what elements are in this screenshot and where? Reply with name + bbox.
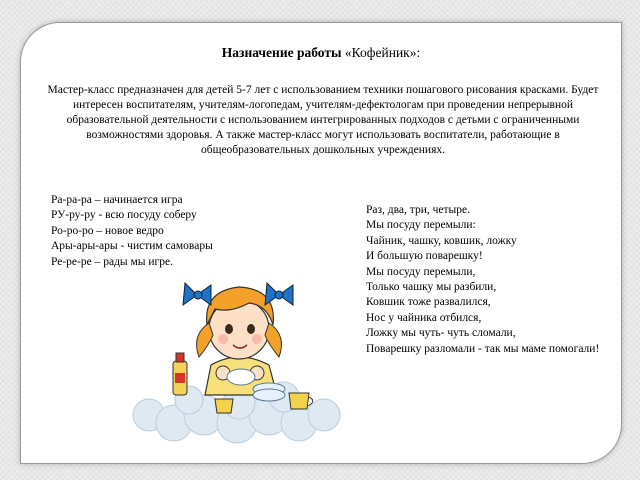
poem-right-line: Ложку мы чуть- чуть сломали, — [366, 327, 516, 340]
intro-paragraph: Мастер-класс предназначен для детей 5-7 лет с использованием техники пошагового рисования красками. Будет интересен воспитателям, учителям-логопедам, учителям-дефектологам при проведении непрерывной образовательной деятельности с использованием интегрированных подходов с детьми с ограниченными возможностями здоровья. А также мастер-класс могут использовать воспитатели, работающие в общеобразовательных дошкольных учреждениях. — [47, 84, 599, 156]
title-bold: Назначение работы — [221, 45, 342, 60]
title-rest: «Кофейник»: — [341, 45, 421, 60]
poem-left-line: РУ-ру-ру - всю посуду соберу — [51, 209, 197, 222]
poem-right-line: Чайник, чашку, ковшик, ложку — [366, 234, 517, 247]
poem-right — [366, 203, 606, 357]
page-title — [21, 45, 621, 61]
girl-washing-dishes-illustration — [119, 265, 365, 445]
content-card — [20, 22, 622, 464]
poem-right-line: Только чашку мы разбили, — [366, 281, 497, 294]
poem-right-line: Мы посуду перемыли, — [366, 265, 476, 278]
poem-right-line: Ковшик тоже развалился, — [366, 296, 491, 309]
poem-left-line: Ре-ре-ре – рады мы игре. — [51, 255, 174, 268]
poem-left-line: Ра-ра-ра – начинается игра — [51, 194, 183, 206]
poem-right-line: Нос у чайника отбился, — [366, 311, 482, 324]
poem-right-line: И большую поварешку! — [366, 250, 483, 263]
illustration-svg — [119, 265, 365, 445]
poem-right-line: Поварешку разломали - так мы маме помогали! — [366, 342, 600, 355]
plate-icon — [227, 369, 255, 385]
poem-right-line: Мы посуду перемыли: — [366, 219, 476, 232]
bottle-icon — [173, 353, 187, 395]
poem-left — [51, 193, 271, 270]
poem-right-line: Раз, два, три, четыре. — [366, 204, 470, 216]
poem-left-line: Ро-ро-ро – новое ведро — [51, 224, 164, 237]
poem-left-line: Ары-ары-ары - чистим самовары — [51, 240, 213, 253]
